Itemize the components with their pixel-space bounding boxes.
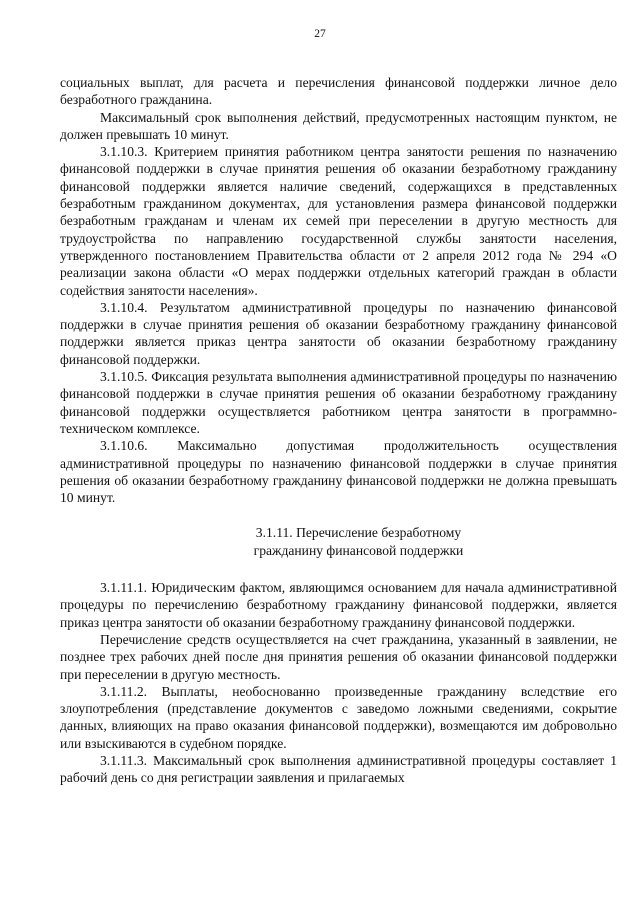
paragraph: социальных выплат, для расчета и перечисления финансовой поддержки личное дело безработного гражданина. (60, 75, 617, 108)
paragraph: 3.1.10.4. Результатом административной процедуры по назначению финансовой поддержки в случае принятия решения об оказании безработному гражданину финансовой поддержки является приказ центра занятости об оказании безработному гражданину финансовой поддержки. (60, 299, 617, 367)
section-heading (60, 524, 617, 559)
paragraph: 3.1.11.1. Юридическим фактом, являющимся основанием для начала административной процедуры по перечислению безработному гражданину финансовой поддержки, является приказ центра занятости об оказании безработному гражданину финансовой поддержки. (60, 580, 617, 630)
paragraph: 3.1.10.5. Фиксация результата выполнения административной процедуры по назначению финансовой поддержки в случае принятия решения об оказании безработному гражданину финансовой поддержки осуществляется работником центра занятости в программно-техническом комплексе. (60, 369, 617, 436)
section-heading-line: 3.1.11. Перечисление безработному (255, 525, 462, 541)
page-number: 27 (314, 28, 326, 40)
page-body (60, 74, 617, 787)
paragraph: Перечисление средств осуществляется на счет гражданина, указанный в заявлении, не позднее трех рабочих дней после дня принятия решения об оказании финансовой поддержки при переселении в другую местность. (60, 631, 617, 682)
paragraph: 3.1.10.3. Критерием принятия работником центра занятости решения по назначению финансовой поддержки в случае принятия решения об оказании безработному гражданину финансовой поддержки является наличие сведений, содержащихся в представленных безработным гражданином документах, для установления размера финансовой поддержки безработным гражданам и членам их семей при переселении в другую местность для трудоустройства по направлению государственной службы занятости населения, утвержденного постановлением Правительства области от 2 апреля 2012 года № 294 «О реализации закона области «О мерах поддержки отдельных категорий граждан в области содействия занятости населения». (60, 144, 617, 298)
paragraph: 3.1.10.6. Максимально допустимая продолжительность осуществления административной процедуры по назначению финансовой поддержки в случае принятия решения об оказании безработному гражданину финансовой поддержки не должна превышать 10 минут. (60, 438, 617, 506)
paragraph: Максимальный срок выполнения действий, предусмотренных настоящим пунктом, не должен превышать 10 минут. (60, 109, 617, 142)
section-heading-line: гражданину финансовой поддержки (253, 542, 464, 558)
paragraph: 3.1.11.2. Выплаты, необоснованно произведенные гражданину вследствие его злоупотребления (представление документов с заведомо ложными сведениями, сокрытие данных, влияющих на право оказания финансовой поддержки), возмещаются им добровольно или взыскиваются в судебном порядке. (60, 683, 617, 751)
paragraph: 3.1.11.3. Максимальный срок выполнения административной процедуры составляет 1 рабочий день со дня регистрации заявления и прилагаемых (60, 752, 617, 786)
